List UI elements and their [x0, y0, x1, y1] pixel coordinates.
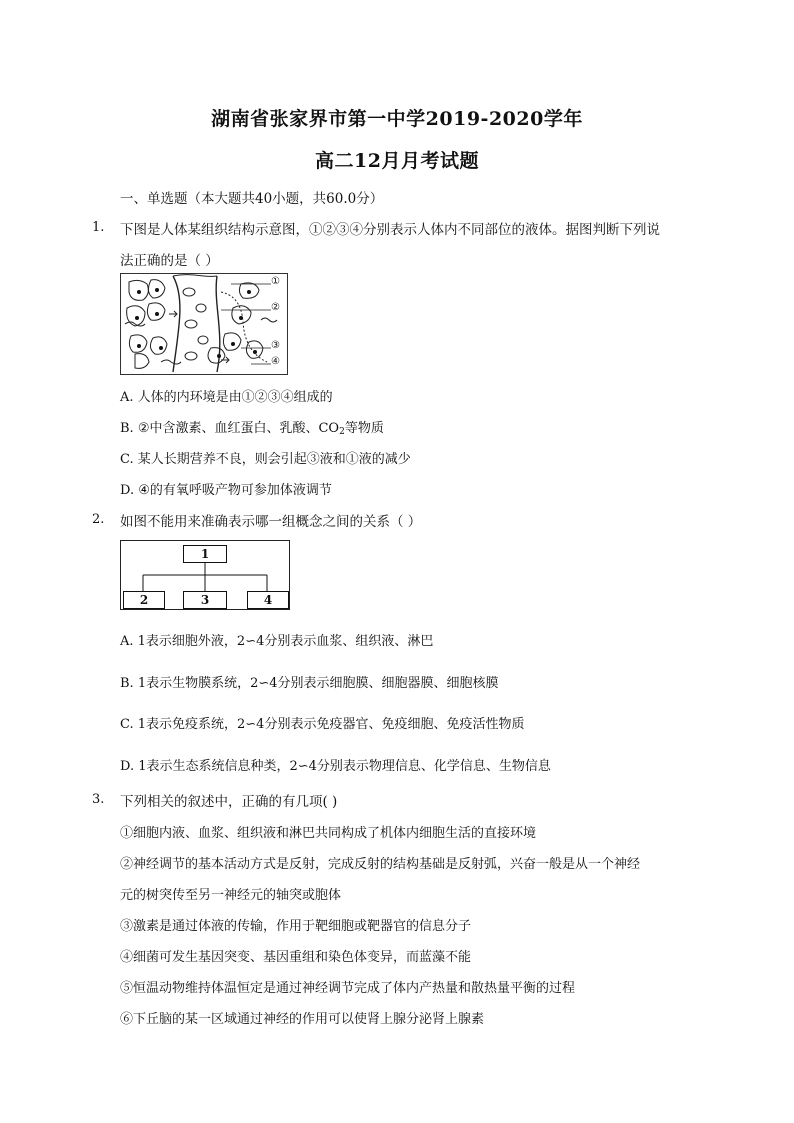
q1-option-b-text: B. ②中含激素、血红蛋白、乳酸、CO: [120, 421, 340, 436]
q3-number: 3.: [92, 792, 105, 807]
section-heading: 一、单选题（本大题共40小题，共60.0分）: [120, 191, 384, 207]
q1-option-b-subscript: 2: [339, 427, 345, 437]
q1-option-c: C. 某人长期营养不良，则会引起③液和①液的减少: [120, 452, 411, 467]
q2-stem: 如图不能用来准确表示哪一组概念之间的关系（ ）: [120, 514, 422, 530]
q3-item-6: ⑥下丘脑的某一区域通过神经的作用可以使肾上腺分泌肾上腺素: [120, 1012, 485, 1027]
q3-item-5: ⑤恒温动物维持体温恒定是通过神经调节完成了体内产热量和散热量平衡的过程: [120, 981, 576, 996]
q2-option-b: B. 1表示生物膜系统，2∽4分别表示细胞膜、细胞器膜、细胞核膜: [120, 676, 499, 691]
q2-option-c: C. 1表示免疫系统，2∽4分别表示免疫器官、免疫细胞、免疫活性物质: [120, 717, 525, 732]
concept-box-2: 2: [123, 591, 165, 609]
title-line-2: 高二12月月考试题: [315, 150, 479, 172]
concept-hierarchy-figure: [120, 540, 290, 610]
q2-number: 2.: [92, 512, 105, 527]
q3-stem: 下列相关的叙述中，正确的有几项( ): [120, 794, 338, 810]
q1-option-b-tail: 等物质: [344, 421, 384, 436]
q1-option-b: [120, 417, 384, 437]
tissue-diagram-svg: [121, 274, 287, 374]
tissue-structure-figure: [120, 273, 288, 375]
concept-box-4: 4: [247, 591, 289, 609]
q2-option-a: A. 1表示细胞外液，2∽4分别表示血浆、组织液、淋巴: [120, 634, 434, 649]
q3-item-3: ③激素是通过体液的传输，作用于靶细胞或靶器官的信息分子: [120, 919, 472, 934]
concept-box-3: 3: [183, 591, 227, 609]
q1-stem-line2: 法正确的是（ ）: [120, 253, 219, 269]
figure-label-1: ①: [271, 276, 280, 287]
q1-option-a: A. 人体的内环境是由①②③④组成的: [120, 390, 333, 405]
q3-item-2-line1: ②神经调节的基本活动方式是反射，完成反射的结构基础是反射弧，兴奋一般是从一个神经: [120, 857, 641, 872]
title-line-1: 湖南省张家界市第一中学2019-2020学年: [211, 108, 583, 130]
figure-label-3: ③: [271, 340, 280, 351]
figure-label-4: ④: [271, 356, 280, 367]
q3-item-4: ④细菌可发生基因突变、基因重组和染色体变异，而蓝藻不能: [120, 950, 472, 965]
q2-option-d: D. 1表示生态系统信息种类，2∽4分别表示物理信息、化学信息、生物信息: [120, 759, 551, 774]
q3-item-1: ①细胞内液、血浆、组织液和淋巴共同构成了机体内细胞生活的直接环境: [120, 826, 537, 841]
figure-label-2: ②: [271, 302, 280, 313]
q1-stem-line1: 下图是人体某组织结构示意图，①②③④分别表示人体内不同部位的液体。据图判断下列说: [120, 222, 660, 238]
concept-box-1: 1: [183, 545, 227, 563]
q1-number: 1.: [92, 220, 105, 235]
q3-item-2-line2: 元的树突传至另一神经元的轴突或胞体: [120, 888, 342, 903]
q1-option-d: D. ④的有氧呼吸产物可参加体液调节: [120, 483, 332, 498]
